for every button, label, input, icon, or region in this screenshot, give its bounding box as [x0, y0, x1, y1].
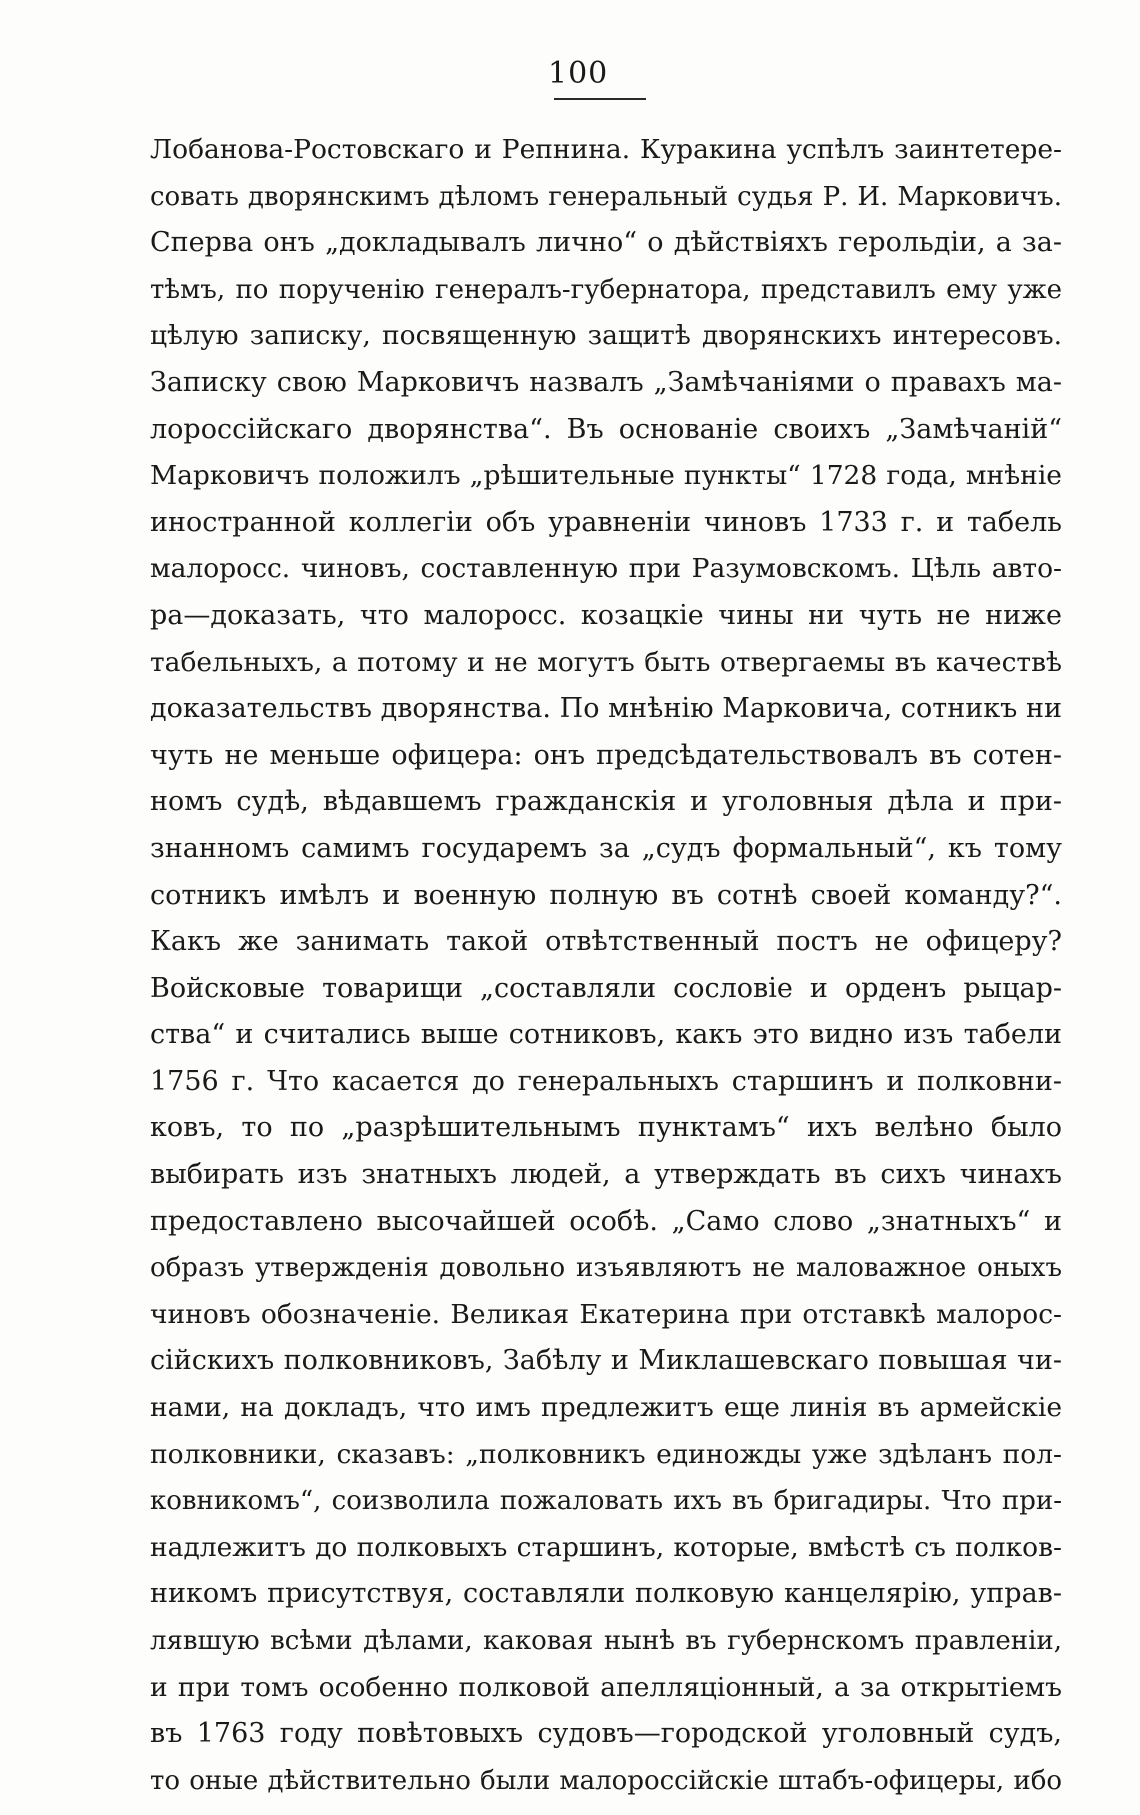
text-line: предоставлено высочайшей особѣ. „Само слово „знатныхъ“ и: [150, 1205, 1062, 1237]
text-line: сійскихъ полковниковъ, Забѣлу и Миклашевскаго повышая чи-: [150, 1345, 1062, 1377]
text-line: и при томъ особенно полковой апелляціонный, а за открытіемъ: [150, 1671, 1062, 1703]
text-line: тѣмъ, по порученію генералъ-губернатора, представилъ ему уже: [150, 274, 1062, 305]
text-line: полковники, сказавъ: „полковникъ единожды уже здѣланъ пол-: [150, 1438, 1062, 1470]
text-line: Войсковые товарищи „составляли сословіе и орденъ рыцар-: [150, 972, 1062, 1004]
page-number-underline: [554, 98, 646, 100]
body-text: [150, 127, 1062, 1804]
text-line: образъ утвержденія довольно изъявляютъ не маловажное оныхъ: [150, 1253, 1062, 1284]
text-line: лявшую всѣми дѣлами, каковая нынѣ въ губернскомъ правленіи,: [150, 1626, 1062, 1656]
text-line: выбирать изъ знатныхъ людей, а утверждать въ сихъ чинахъ: [150, 1159, 1062, 1191]
text-line: надлежитъ до полковыхъ старшинъ, которые, вмѣстѣ съ полков-: [150, 1531, 1062, 1563]
text-line: чиновъ обозначеніе. Великая Екатерина при отставкѣ малорос-: [150, 1298, 1062, 1330]
page-number: 100: [548, 56, 609, 91]
text-line: Лобанова-Ростовскаго и Репнина. Куракина успѣлъ заинтетере-: [150, 134, 1062, 165]
text-line: доказательствъ дворянства. По мнѣнію Марковича, сотникъ ни: [150, 693, 1062, 725]
text-line: малоросс. чиновъ, составленную при Разумовскомъ. Цѣль авто-: [150, 553, 1062, 585]
text-line: Сперва онъ „докладывалъ лично“ о дѣйствіяхъ герольдіи, а за-: [150, 227, 1062, 259]
text-line: цѣлую записку, посвященную защитѣ дворянскихъ интересовъ.: [150, 320, 1062, 352]
text-line: ковъ, то по „разрѣшительнымъ пунктамъ“ ихъ велѣно было: [150, 1112, 1062, 1144]
text-line: сотникъ имѣлъ и военную полную въ сотнѣ своей команду?“.: [150, 879, 1062, 911]
text-line: иностранной коллегіи объ уравненіи чиновъ 1733 г. и табель: [150, 506, 1062, 538]
text-line: табельныхъ, а потому и не могутъ быть отвергаемы въ качествѣ: [150, 646, 1062, 678]
text-line: знанномъ самимъ государемъ за „судъ формальный“, къ тому: [150, 832, 1062, 864]
text-line: въ 1763 году повѣтовыхъ судовъ—городской уголовный судъ,: [150, 1718, 1062, 1750]
text-line: то оные дѣйствительно были малороссійскіе штабъ-офицеры, ибо: [150, 1765, 1062, 1796]
text-line: Записку свою Марковичъ назвалъ „Замѣчаніями о правахъ ма-: [150, 366, 1062, 398]
text-line: лороссійскаго дворянства“. Въ основаніе своихъ „Замѣчаній“: [150, 413, 1062, 445]
text-line: ра—доказать, что малоросс. козацкіе чины ни чуть не ниже: [150, 599, 1062, 631]
text-line: номъ судѣ, вѣдавшемъ гражданскія и уголовныя дѣла и при-: [150, 786, 1062, 818]
text-line: ковникомъ“, соизволила пожаловать ихъ въ бригадиры. Что при-: [150, 1486, 1062, 1517]
text-line: чуть не меньше офицера: онъ предсѣдательствовалъ въ сотен-: [150, 739, 1062, 771]
text-line: совать дворянскимъ дѣломъ генеральный судья Р. И. Марковичъ.: [150, 181, 1062, 212]
text-line: никомъ присутствуя, составляли полковую канцелярію, управ-: [150, 1578, 1062, 1610]
text-line: Марковичъ положилъ „рѣшительные пункты“ 1728 года, мнѣніе: [150, 460, 1062, 492]
text-line: ства“ и считались выше сотниковъ, какъ это видно изъ табели: [150, 1019, 1062, 1051]
text-line: 1756 г. Что касается до генеральныхъ старшинъ и полковни-: [150, 1065, 1062, 1097]
text-line: нами, на докладъ, что имъ предлежитъ еще линія въ армейскіе: [150, 1392, 1062, 1424]
text-line: Какъ же занимать такой отвѣтственный постъ не офицеру?: [150, 926, 1062, 958]
